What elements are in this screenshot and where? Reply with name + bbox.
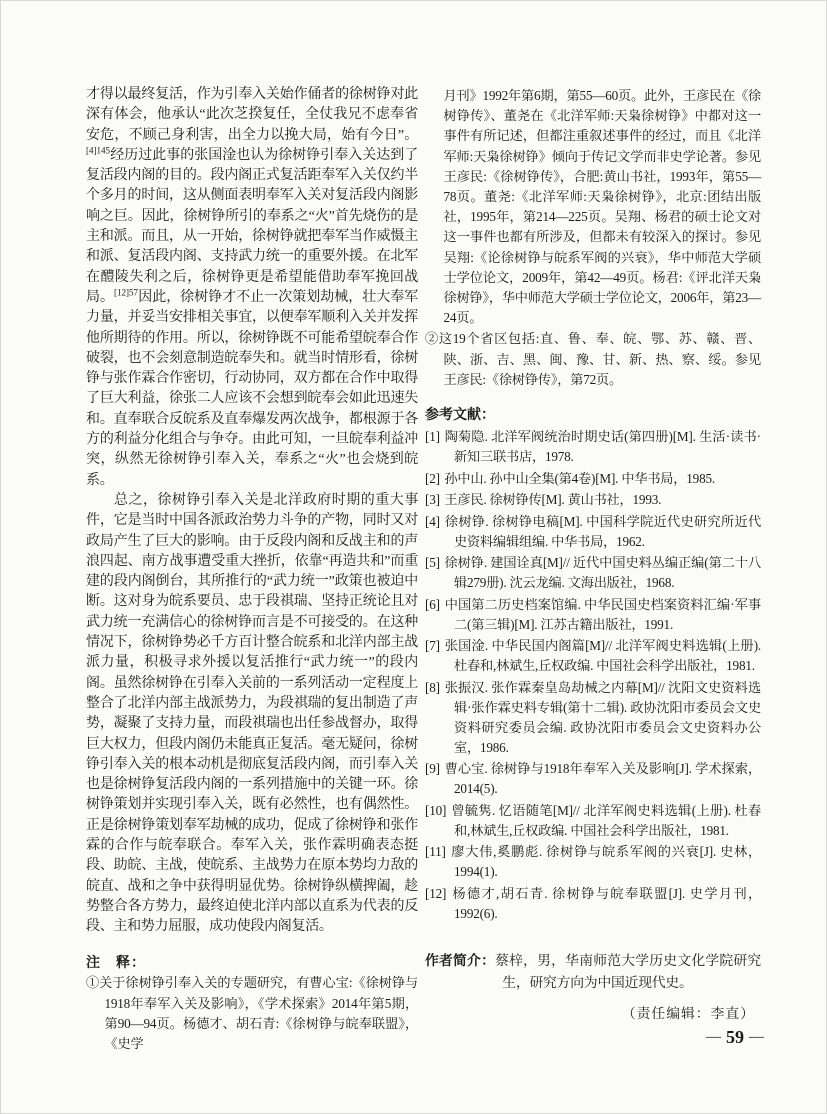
citation-superscript: [4]145 xyxy=(86,145,110,156)
reference-label: [7] xyxy=(425,638,440,654)
paragraph-text: 因此，徐树铮才不止一次策划劫械，壮大奉军力量，并妥当安排相关事宜，以便奉军顺利入关并发挥他所期待的作用。所以，徐树铮既不可能希望皖奉合作破裂，也不会刻意制造皖奉失和。就当时情形看，徐树铮与张作霖合作密切，行动协同，双方都在合作中取得了巨大利益，徐张二人应该不会想到皖奉会如此迅速失和。直奉联合反皖系及直奉爆发两次战争，都根源于各方的利益分化组合与争夺。由此可知，一旦皖奉利益冲突，纵然无徐树铮引奉入关，奉系之“火”也会烧到皖系。 xyxy=(86,289,418,488)
reference-text: 王彦民. 徐树铮传[M]. 黄山书社，1993. xyxy=(444,492,662,508)
page-number-dash: — xyxy=(706,1029,721,1045)
reference-item xyxy=(425,595,761,635)
page-number xyxy=(706,1027,764,1048)
reference-item xyxy=(425,636,761,676)
reference-label: [11] xyxy=(425,844,446,860)
reference-label: [1] xyxy=(425,429,440,445)
note-1: ①关于徐树铮引奉入关的专题研究，有曹心宝:《徐树铮与1918年奉军入关及影响》，《学术探索》2014年第5期，第90—94页。杨德才、胡石青:《徐树铮与皖奉联盟》，《史学 xyxy=(86,975,418,1052)
reference-item xyxy=(425,553,761,593)
right-column xyxy=(425,85,761,1022)
page-number-value: 59 xyxy=(726,1027,744,1047)
references-heading: 参考文献： xyxy=(425,408,495,424)
reference-text: 杨德才,胡石青. 徐树铮与皖奉联盟[J]. 史学月刊，1992(6). xyxy=(450,885,761,921)
paragraph-text: 才得以最终复活，作为引奉入关始作俑者的徐树铮对此深有体会，他承认“此次芝揆复任，全仗我兄不虑奉省安危，不顾己身利害，出全力以挽大局，始有今日”。 xyxy=(86,87,418,143)
reference-item xyxy=(425,678,761,758)
author-bio-text: 蔡梓，男，华南师范大学历史文化学院研究生，研究方向为中国近现代史。 xyxy=(495,952,762,990)
body-paragraph-2: 总之，徐树铮引奉入关是北洋政府时期的重大事件，它是当时中国各派政治势力斗争的产物，同时又对政局产生了巨大的影响。由于反段内阁和反战主和的声浪四起、南方战事遭受重大挫折，依靠“再造共和”而重建的段内阁倒台，其所推行的“武力统一”政策也被迫中断。这对身为皖系要员、忠于段祺瑞、坚持正统论且对武力统一充满信心的徐树铮而言是不可接受的。在这种情况下，徐树铮势必千方百计整合皖系和北洋内部主战派力量，积极寻求外援以复活推行“武力统一”的段内阁。虽然徐树铮在引奉入关前的一系列活动一定程度上整合了北洋内部主战派势力，为段祺瑞的复出制造了声势，凝聚了支持力量，而段祺瑞也出任参战督办，取得巨大权力，但段内阁仍未能真正复活。毫无疑问，徐树铮引奉入关的根本动机是彻底复活段内阁，而引奉入关也是徐树铮复活段内阁的一系列措施中的关键一环。徐树铮策划并实现引奉入关，既有必然性，也有偶然性。正是徐树铮策划奉军劫械的成功，促成了徐树铮和张作霖的合作与皖奉联合。奉军入关，张作霖明确表态挺段、助皖、主战，使皖系、主战势力在原本势均力敌的皖直、战和之争中获得明显优势。徐树铮纵横捭阖，趁势整合各方势力，最终迫使北洋内部以直系为代表的反段、主和势力屈服，成功使段内阁复活。 xyxy=(86,492,418,935)
reference-label: [4] xyxy=(425,513,440,529)
reference-label: [12] xyxy=(425,885,447,901)
note-2: ②这19个省区包括:直、鲁、奉、皖、鄂、苏、赣、晋、陕、浙、吉、黑、闽、豫、甘、新、热、察、绥。参见王彦民:《徐树铮传》，第72页。 xyxy=(425,331,761,387)
notes-heading: 注 释： xyxy=(86,956,146,972)
page-number-dash: — xyxy=(749,1029,764,1045)
reference-text: 徐树铮. 建国诠真[M]// 近代中国史料丛编正编(第二十八辑279册). 沈云龙编. 文海出版社，1968. xyxy=(444,555,761,591)
reference-label: [10] xyxy=(425,802,447,818)
reference-item xyxy=(425,469,761,489)
reference-text: 陶菊隐. 北洋军阀统治时期史话(第四册)[M]. 生活·读书·新知三联书店，1978. xyxy=(444,429,761,465)
reference-item xyxy=(425,759,761,799)
reference-item xyxy=(425,884,761,924)
reference-text: 曹心宝. 徐树铮与1918年奉军入关及影响[J]. 学术探索，2014(5). xyxy=(444,761,761,797)
citation-superscript: [12]57 xyxy=(114,287,138,298)
editor-credit: （责任编辑：李直） xyxy=(621,1005,755,1021)
left-column xyxy=(86,85,418,1054)
reference-item xyxy=(425,512,761,552)
reference-text: 廖大伟,奚鹏彪. 徐树铮与皖系军阀的兴衰[J]. 史林，1994(1). xyxy=(450,844,761,880)
reference-item xyxy=(425,801,761,841)
note-1-continued: 月刊》1992年第6期，第55—60页。此外，王彦民在《徐树铮传》、董尧在《北洋军师:天枭徐树铮》中都对这一事件有所记述，但都注重叙述事件的经过，而且《北洋军师:天枭徐树铮》倾向于传记文学而非史学论著。参见王彦民:《徐树铮传》，合肥:黄山书社，1993年，第55—78页。董尧:《北洋军师:天枭徐树铮》，北京:团结出版社，1995年，第214—225页。吴翔、杨君的硕士论文对这一事件也都有所涉及，但都未有较深入的探讨。参见吴翔:《论徐树铮与皖系军阀的兴衰》，华中师范大学硕士学位论文，2009年，第42—49页。杨君:《评北洋天枭徐树铮》，华中师范大学硕士学位论文，2006年，第23—24页。 xyxy=(443,88,761,326)
author-bio xyxy=(425,950,761,994)
reference-label: [5] xyxy=(425,555,440,571)
reference-text: 中国第二历史档案馆编. 中华民国史档案资料汇编·军事二(第三辑)[M]. 江苏古籍出版社，1991. xyxy=(444,596,761,632)
reference-item xyxy=(425,427,761,467)
reference-label: [2] xyxy=(425,470,440,486)
reference-label: [6] xyxy=(425,596,440,612)
author-bio-label: 作者简介： xyxy=(425,952,496,968)
reference-text: 张振汉. 张作霖秦皇岛劫械之内幕[M]// 沈阳文史资料选辑·张作霖史料专辑(第十二辑). 政协沈阳市委员会文史资料研究委员会编. 政协沈阳市委员会文史资料办公室，1986. xyxy=(444,679,761,755)
paragraph-text: 经历过此事的张国淦也认为徐树铮引奉入关达到了复活段内阁的目的。段内阁正式复活距奉军入关仅约半个多月的时间，这从侧面表明奉军入关对复活段内阁影响之巨。因此，徐树铮所引的奉系之“火”首先烧伤的是主和派。而且，从一开始，徐树铮就把奉军当作威慑主和派、复活段内阁、支持武力统一的重要外援。在北军在醴陵失利之后，徐树铮更是希望能借助奉军挽回战局。 xyxy=(86,147,418,305)
reference-label: [3] xyxy=(425,492,440,508)
body-paragraph-1 xyxy=(86,85,418,491)
reference-text: 徐树铮. 徐树铮电稿[M]. 中国科学院近代史研究所近代史资料编辑组编. 中华书局，1962. xyxy=(444,513,761,549)
reference-text: 孙中山. 孙中山全集(第4卷)[M]. 中华书局，1985. xyxy=(444,470,715,486)
reference-text: 曾毓隽. 忆语随笔[M]// 北洋军阀史料选辑(上册). 杜春和,林斌生,丘权政编. 中国社会科学出版社，1981. xyxy=(450,802,761,838)
reference-item xyxy=(425,490,761,510)
reference-item xyxy=(425,842,761,882)
reference-label: [8] xyxy=(425,679,440,695)
reference-text: 张国淦. 中华民国内阁篇[M]// 北洋军阀史料选辑(上册). 杜春和,林斌生,丘权政编. 中国社会科学出版社，1981. xyxy=(444,638,761,674)
reference-label: [9] xyxy=(425,761,440,777)
